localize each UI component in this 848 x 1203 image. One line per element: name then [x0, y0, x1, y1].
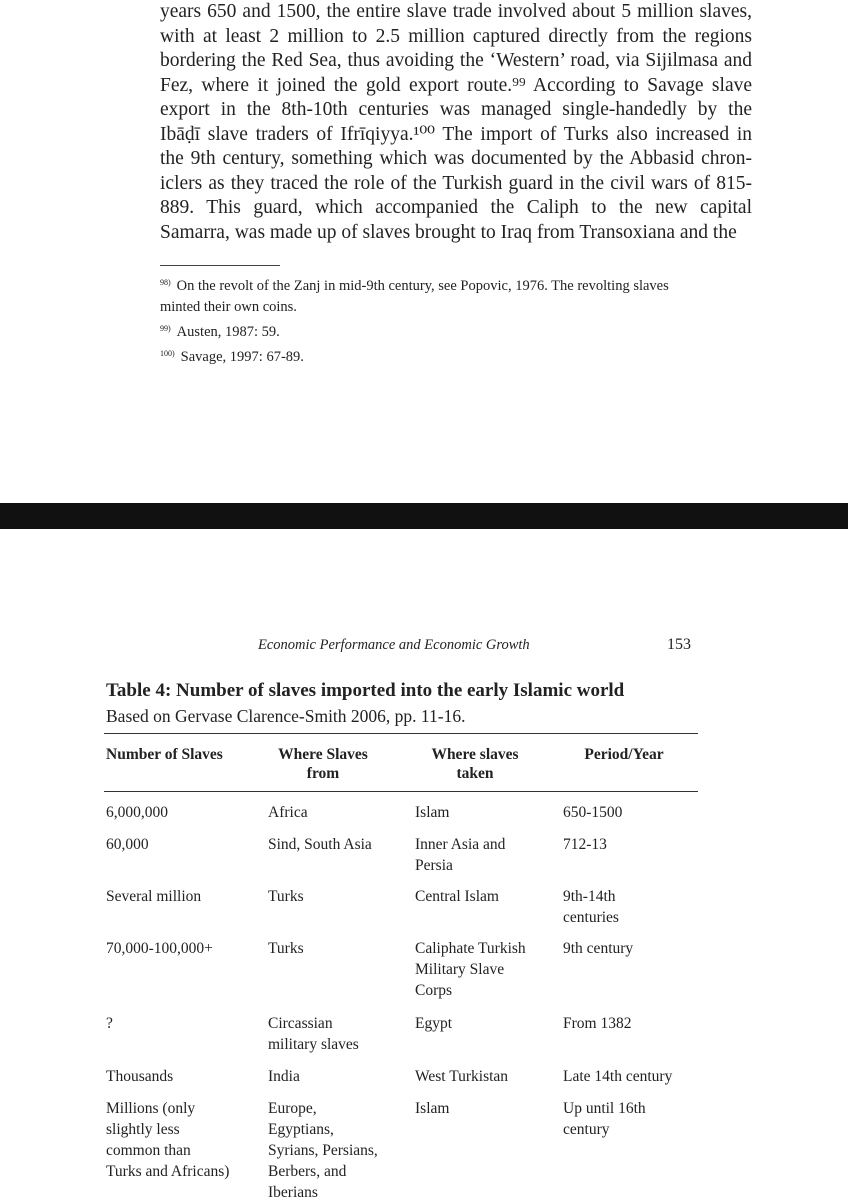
table-cell: 712-13	[563, 836, 607, 853]
footnote-mark: 98)	[160, 278, 171, 287]
body-line: Fez, where it joined the gold export route.⁹⁹ According to Savage slave	[160, 74, 752, 96]
footnote-text: Savage, 1997: 67-89.	[180, 349, 304, 365]
table-cell: Several million	[106, 888, 202, 905]
table-cell: Thousands	[106, 1068, 174, 1085]
table-cell: Late 14th century	[563, 1068, 673, 1085]
body-line: the 9th century, something which was documented by the Abbasid chron-	[160, 148, 752, 169]
table-cell: Sind, South Asia	[268, 836, 372, 853]
body-line: export in the 8th-10th centuries was managed single-handedly by the	[160, 99, 752, 120]
table-cell: Millions (only slightly less common than Turks and Africans)	[106, 1100, 230, 1180]
table-cell: West Turkistan	[415, 1068, 509, 1085]
table-cell: 60,000	[106, 836, 149, 853]
footnote-text: On the revolt of the Zanj in mid-9th century, see Popovic, 1976. The revolting slaves	[176, 278, 669, 294]
body-line: 889. This guard, which accompanied the Caliph to the new capital	[160, 197, 752, 218]
table-cell: Africa	[268, 804, 308, 821]
body-line: years 650 and 1500, the entire slave trade involved about 5 million slaves,	[160, 1, 752, 22]
footnote	[160, 297, 760, 318]
table-cell: Turks	[268, 940, 304, 957]
table-subtitle: Based on Gervase Clarence-Smith 2006, pp. 11-16.	[106, 706, 466, 726]
table-cell: ?	[106, 1015, 113, 1032]
footnote	[160, 318, 760, 343]
table-cell: Inner Asia and Persia	[415, 836, 506, 874]
footnote-text: minted their own coins.	[160, 299, 297, 315]
table-cell: Up until 16th century	[563, 1100, 646, 1138]
page-number: 153	[667, 636, 691, 653]
footnote	[160, 343, 760, 368]
table-cell: Central Islam	[415, 888, 499, 905]
table-header-cell: Where Slaves from	[278, 746, 368, 782]
table-cell: Egypt	[415, 1015, 453, 1032]
body-text	[160, 0, 752, 245]
body-line: iclers as they traced the role of the Turkish guard in the civil wars of 815-	[160, 172, 752, 194]
table-cell: Europe, Egyptians, Syrians, Persians, Berbers, and Iberians	[268, 1100, 378, 1201]
table-cell: India	[268, 1068, 300, 1085]
table-cell: 70,000-100,000+	[106, 940, 213, 957]
body-line: with at least 2 million to 2.5 million captured directly from the regions	[160, 25, 752, 47]
top-page	[0, 0, 848, 503]
table-cell: 9th-14th centuries	[563, 888, 619, 926]
table-cell: 650-1500	[563, 804, 623, 821]
table-cell: Islam	[415, 804, 450, 821]
page-divider	[0, 503, 848, 529]
running-head: Economic Performance and Economic Growth	[258, 637, 530, 653]
table-cell: Caliphate Turkish Military Slave Corps	[415, 940, 526, 999]
body-line: Samarra, was made up of slaves brought to Iraq from Transoxiana and the	[160, 221, 737, 243]
table-cell: Circassian military slaves	[268, 1015, 359, 1053]
table-header-rule	[104, 791, 698, 792]
table-cell: 6,000,000	[106, 804, 168, 821]
table-cell: From 1382	[563, 1015, 632, 1032]
table-title: Table 4: Number of slaves imported into the early Islamic world	[106, 680, 625, 701]
body-line: Ibāḍī slave traders of Ifrīqiyya.¹⁰⁰ The import of Turks also increased in	[160, 123, 752, 145]
footnotes	[160, 272, 760, 368]
table-header-cell: Number of Slaves	[106, 746, 223, 763]
footnote-text: Austen, 1987: 59.	[176, 324, 280, 340]
footnote	[160, 272, 760, 297]
footnote-rule	[160, 265, 280, 266]
table-header-cell: Period/Year	[584, 746, 664, 763]
footnote-mark: 99)	[160, 324, 171, 333]
table-cell: Islam	[415, 1100, 450, 1117]
table-top-rule	[104, 733, 698, 734]
table-header-cell: Where slaves taken	[431, 746, 519, 782]
footnote-mark: 100)	[160, 349, 175, 358]
body-line: bordering the Red Sea, thus avoiding the ‘Western’ road, via Sijilmasa and	[160, 50, 752, 71]
table-cell: Turks	[268, 888, 304, 905]
table-cell: 9th century	[563, 940, 634, 957]
